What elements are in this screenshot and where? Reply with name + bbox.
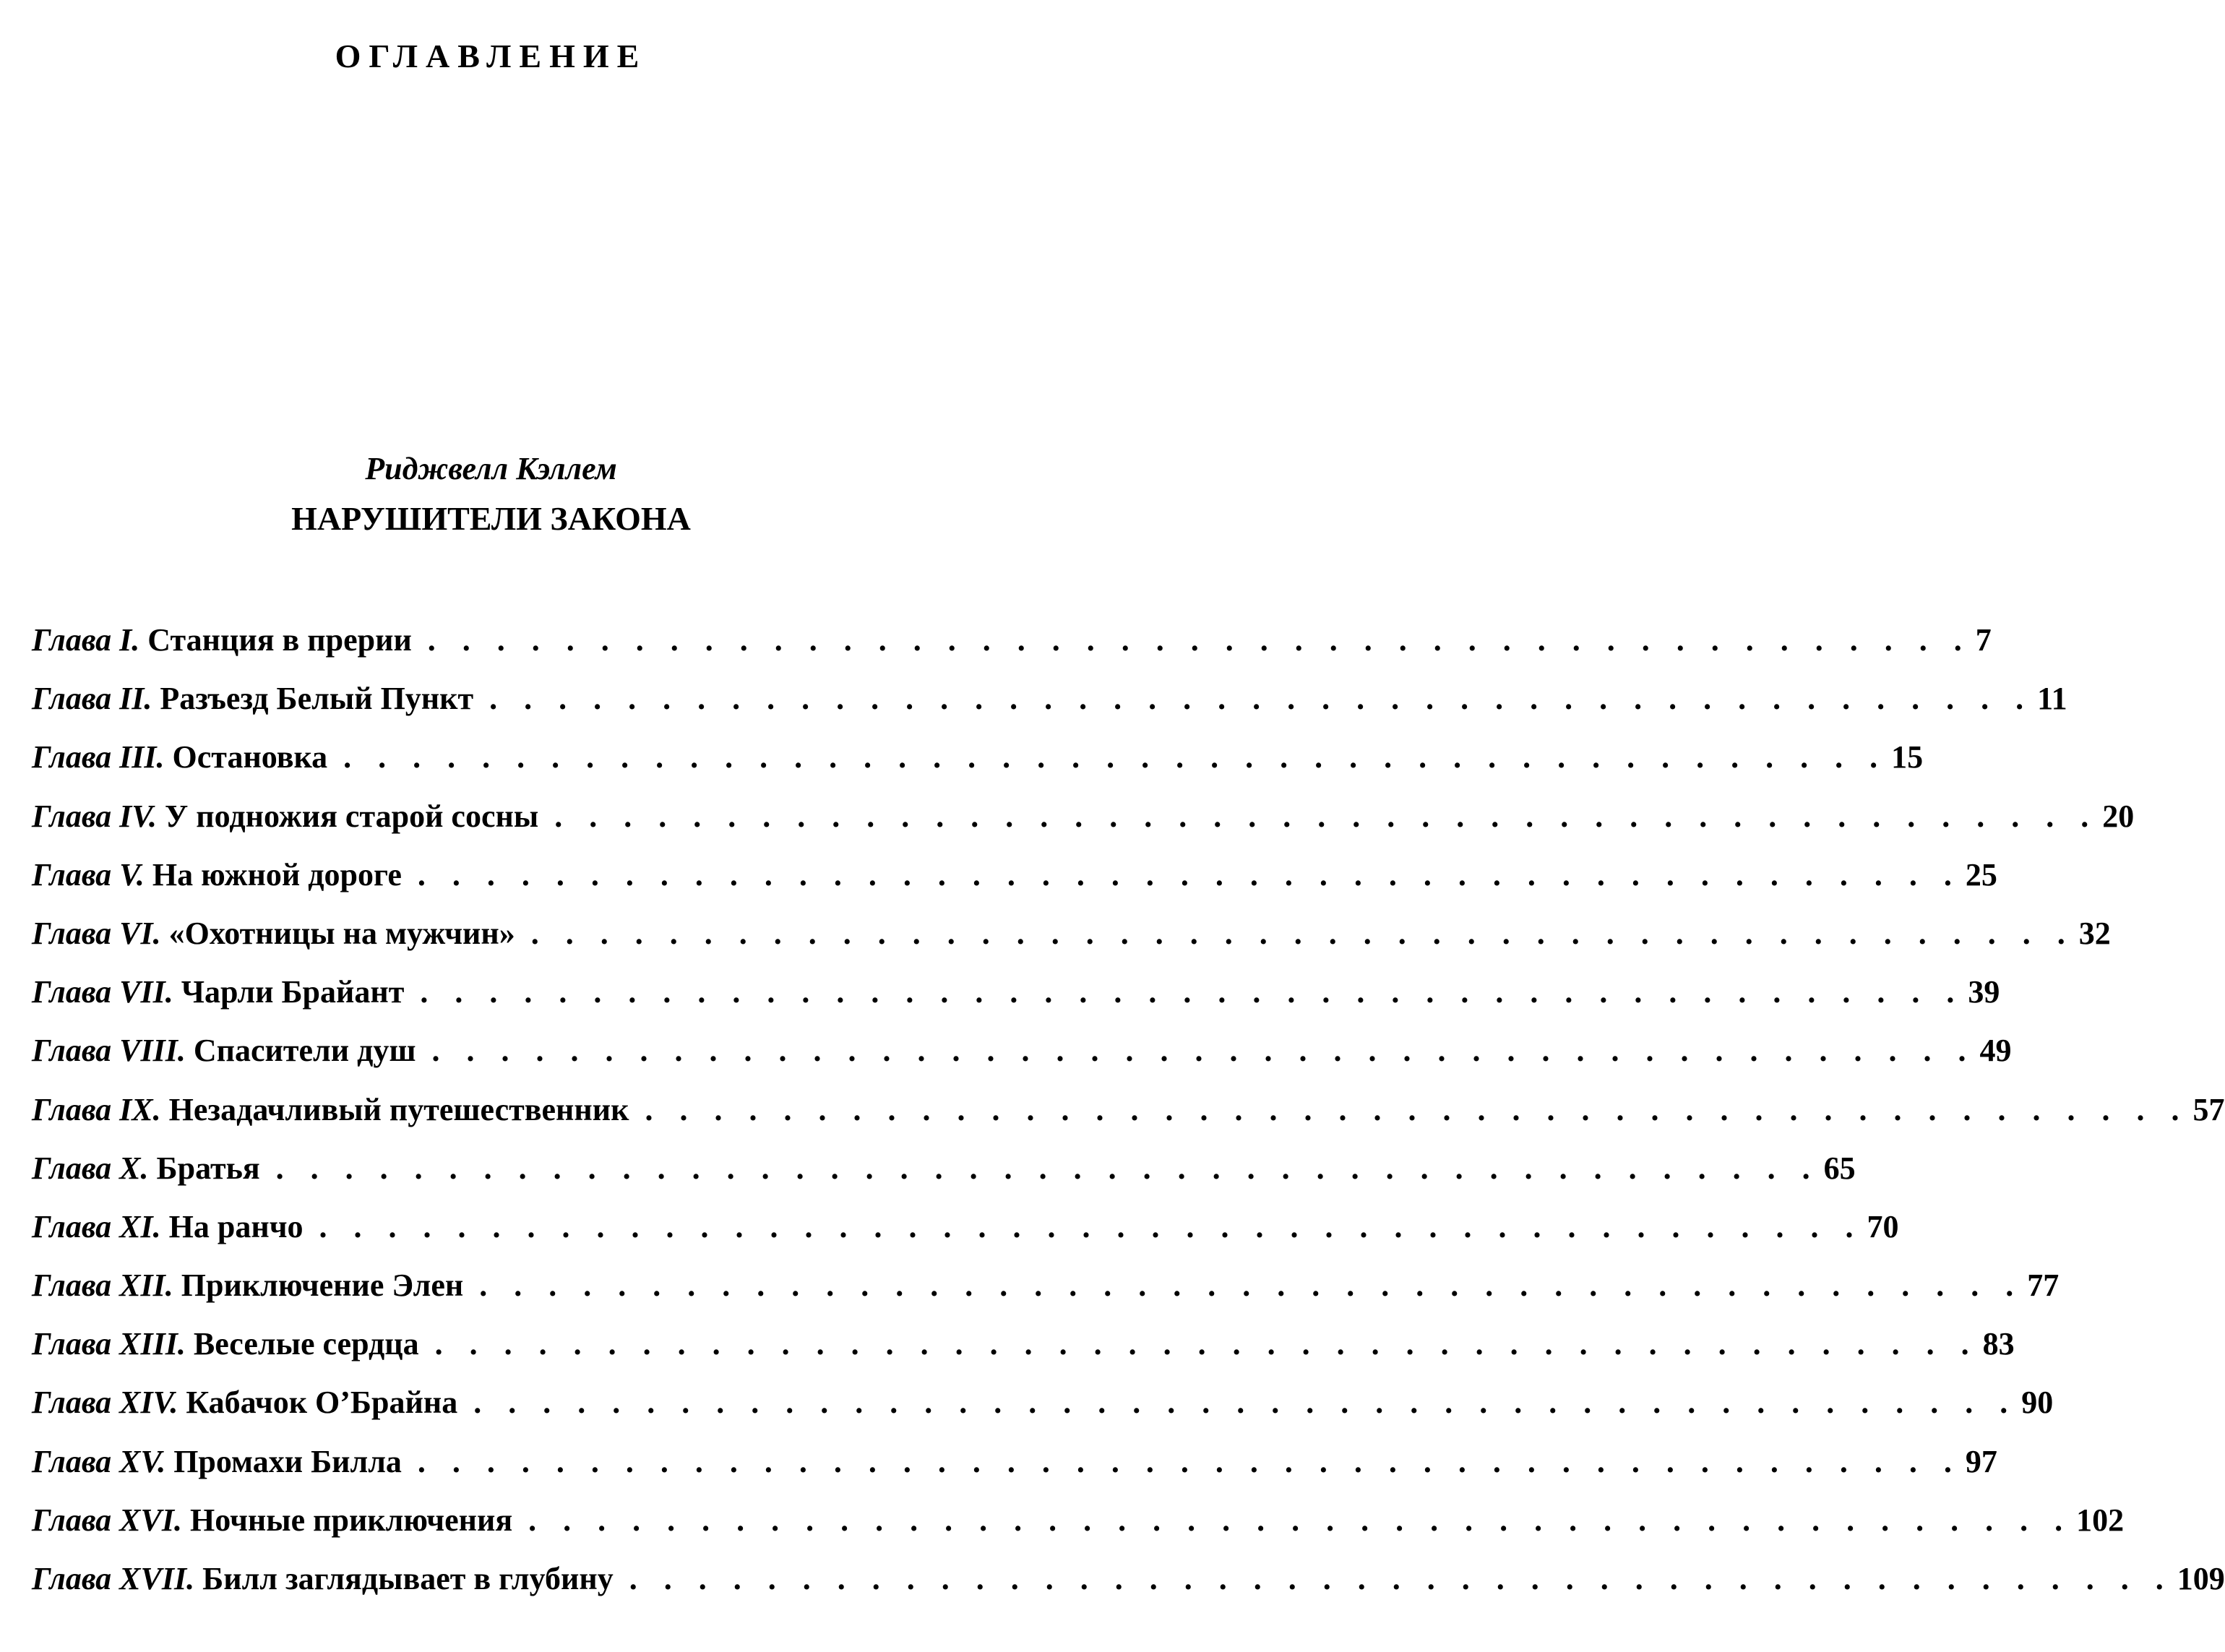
dot-leader: . . . . . . . . . . . . . . . . . . . . . . . . . . . . . . . . . . . . . . . . . . . . . [434, 1326, 1979, 1362]
dot-leader: . . . . . . . . . . . . . . . . . . . . . . . . . . . . . . . . . . . . . . . . . . . . . [645, 1091, 2189, 1127]
chapter-title: Разъезд Белый Пункт [160, 681, 474, 717]
chapter-title: Незадачливый путешественник [168, 1091, 629, 1127]
toc-entry [32, 973, 2000, 1032]
chapter-label: Глава IV. [32, 798, 157, 834]
dot-leader: . . . . . . . . . . . . . . . . . . . . . . . . . . . . . . . . . . . . . . . . . . . . . [528, 1502, 2073, 1538]
chapter-title: Ночные приключения [190, 1502, 513, 1538]
dot-leader: . . . . . . . . . . . . . . . . . . . . . . . . . . . . . . . . . . . . . . . . . . . . . [417, 1443, 1961, 1479]
dot-leader: . . . . . . . . . . . . . . . . . . . . . . . . . . . . . . . . . . . . . . . . . . . . . [473, 1385, 2018, 1421]
chapter-label: Глава III. [32, 739, 165, 775]
page-number: 102 [2076, 1502, 2125, 1538]
chapter-label: Глава II. [32, 681, 152, 717]
toc-entry [32, 680, 2067, 739]
book-title: НАРУШИТЕЛИ ЗАКОНА [291, 500, 691, 537]
dot-leader: . . . . . . . . . . . . . . . . . . . . . . . . . . . . . . . . . . . . . . . . . . . . . [489, 681, 2034, 717]
chapter-title: Билл заглядывает в глубину [202, 1561, 614, 1596]
chapter-label: Глава X. [32, 1150, 149, 1186]
toc-entry [32, 856, 1997, 915]
toc-entry [32, 1384, 2054, 1442]
chapter-label: Глава VII. [32, 974, 173, 1010]
page-number: 49 [1979, 1033, 2012, 1069]
dot-leader: . . . . . . . . . . . . . . . . . . . . . . . . . . . . . . . . . . . . . . . . . . . . . [343, 739, 1888, 775]
page-number: 70 [1867, 1208, 1899, 1244]
chapter-label: Глава I. [32, 622, 140, 658]
chapter-title: Чарли Брайант [181, 974, 405, 1010]
toc-entry [32, 1032, 2012, 1090]
toc-entry [32, 915, 2111, 973]
chapter-label: Глава VI. [32, 915, 161, 951]
toc-entry [32, 1325, 2015, 1384]
dot-leader: . . . . . . . . . . . . . . . . . . . . . . . . . . . . . . . . . . . . . . . . . . . . . [427, 622, 1971, 658]
chapter-label: Глава XII. [32, 1268, 173, 1304]
toc-entry [32, 798, 2135, 856]
toc-entry [32, 1502, 2125, 1560]
toc-entry [32, 1443, 1997, 1502]
dot-leader: . . . . . . . . . . . . . . . . . . . . . . . . . . . . . . . . . . . . . . . . . . . . . [629, 1561, 2173, 1596]
chapter-label: Глава XIII. [32, 1326, 186, 1362]
chapter-title: Кабачок О’Брайна [186, 1385, 458, 1421]
toc-entry [32, 621, 1992, 680]
toc-entry [32, 1208, 1899, 1267]
dot-leader: . . . . . . . . . . . . . . . . . . . . . . . . . . . . . . . . . . . . . . . . . . . . . [530, 915, 2075, 951]
page-number: 83 [1982, 1326, 2015, 1362]
chapter-title: Остановка [172, 739, 328, 775]
page-number: 25 [1965, 856, 1997, 892]
dot-leader: . . . . . . . . . . . . . . . . . . . . . . . . . . . . . . . . . . . . . . . . . . . . . [554, 798, 2099, 834]
page-number: 97 [1965, 1443, 1997, 1479]
author-name: Риджвелл Кэллем [365, 451, 617, 486]
dot-leader: . . . . . . . . . . . . . . . . . . . . . . . . . . . . . . . . . . . . . . . . . . . . . [479, 1268, 2023, 1304]
chapter-label: Глава XI. [32, 1208, 161, 1244]
page-number: 7 [1975, 622, 1992, 658]
page-number: 65 [1823, 1150, 1856, 1186]
chapter-label: Глава IX. [32, 1091, 161, 1127]
dot-leader: . . . . . . . . . . . . . . . . . . . . . . . . . . . . . . . . . . . . . . . . . . . . . [431, 1033, 1976, 1069]
page-number: 57 [2192, 1091, 2225, 1127]
chapter-title: «Охотницы на мужчин» [168, 915, 515, 951]
toc-entry [32, 1150, 1856, 1208]
chapter-label: Глава XIV. [32, 1385, 178, 1421]
page-number: 11 [2037, 681, 2067, 717]
page-number: 39 [1968, 974, 2000, 1010]
chapter-label: Глава VIII. [32, 1033, 186, 1069]
toc-entry [32, 1560, 2225, 1619]
page-number: 32 [2078, 915, 2111, 951]
chapter-label: Глава V. [32, 856, 145, 892]
table-of-contents [32, 621, 2225, 1619]
chapter-label: Глава XV. [32, 1443, 166, 1479]
page-number: 90 [2021, 1385, 2054, 1421]
chapter-title: На южной дороге [152, 856, 402, 892]
page-number: 15 [1891, 739, 1924, 775]
chapter-title: Веселые сердца [193, 1326, 419, 1362]
chapter-label: Глава XVII. [32, 1561, 195, 1596]
chapter-title: Братья [156, 1150, 260, 1186]
chapter-title: Станция в прерии [147, 622, 412, 658]
dot-leader: . . . . . . . . . . . . . . . . . . . . . . . . . . . . . . . . . . . . . . . . . . . . . [417, 856, 1961, 892]
dot-leader: . . . . . . . . . . . . . . . . . . . . . . . . . . . . . . . . . . . . . . . . . . . . . [420, 974, 1964, 1010]
page-number: 109 [2177, 1561, 2225, 1596]
dot-leader: . . . . . . . . . . . . . . . . . . . . . . . . . . . . . . . . . . . . . . . . . . . . . [275, 1150, 1820, 1186]
page-heading: ОГЛАВЛЕНИЕ [335, 38, 647, 74]
chapter-title: Спасители душ [193, 1033, 416, 1069]
chapter-title: На ранчо [168, 1208, 304, 1244]
toc-entry [32, 1091, 2225, 1150]
dot-leader: . . . . . . . . . . . . . . . . . . . . . . . . . . . . . . . . . . . . . . . . . . . . . [319, 1208, 1863, 1244]
chapter-label: Глава XVI. [32, 1502, 182, 1538]
chapter-title: У подножия старой сосны [164, 798, 539, 834]
page-number: 20 [2102, 798, 2135, 834]
chapter-title: Промахи Билла [173, 1443, 402, 1479]
page-number: 77 [2027, 1268, 2060, 1304]
toc-entry [32, 1267, 2060, 1325]
toc-entry [32, 739, 1924, 797]
chapter-title: Приключение Элен [181, 1268, 464, 1304]
